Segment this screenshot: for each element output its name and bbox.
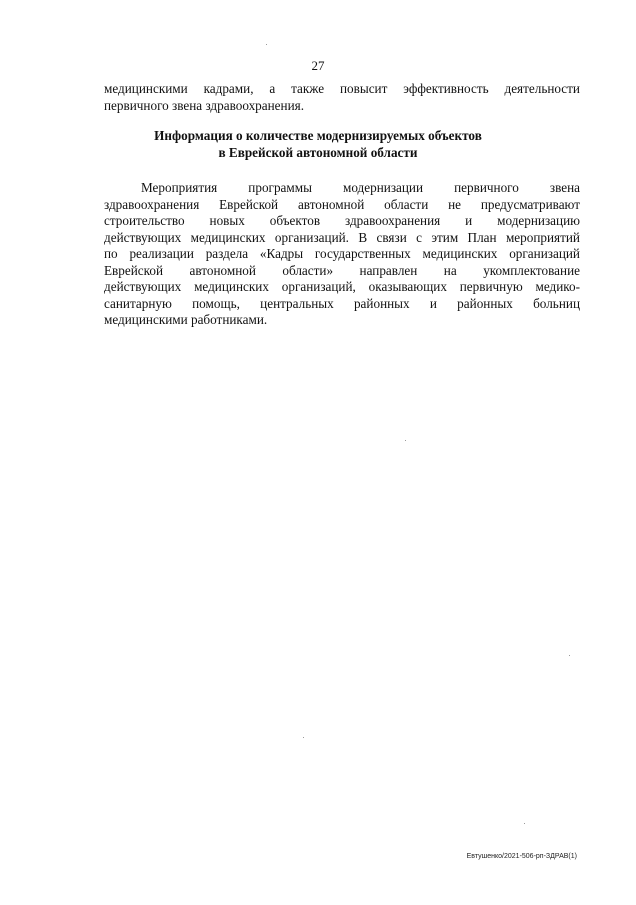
body-line: действующих медицинских организаций. В связи с этим План мероприятий (104, 229, 580, 245)
body-line: санитарную помощь, центральных районных и районных больниц (104, 295, 580, 311)
scan-speck (303, 737, 304, 738)
section-heading-line-1: Информация о количестве модернизируемых объектов (154, 128, 482, 143)
body-line: Еврейской автономной области» направлен на укомплектование (104, 262, 580, 278)
section-heading (0, 127, 636, 161)
scan-speck (266, 44, 267, 45)
section-heading-line-2: в Еврейской автономной области (218, 145, 418, 160)
body-line: медицинскими работниками. (104, 312, 268, 327)
body-line: Мероприятия программы модернизации первичного звена (141, 180, 580, 195)
intro-line: медицинскими кадрами, а также повысит эффективность деятельности (104, 81, 580, 96)
scan-speck (569, 655, 570, 656)
intro-paragraph (104, 81, 580, 114)
body-line: по реализации раздела «Кадры государственных медицинских организаций (104, 246, 580, 261)
scan-speck (405, 440, 406, 441)
body-paragraph (104, 180, 580, 329)
intro-line: первичного звена здравоохранения. (104, 97, 305, 113)
page-number: 27 (311, 58, 325, 73)
scan-speck (524, 823, 525, 824)
footer-document-code: Евтушенко/2021-506-рп-ЗДРАВ(1) (466, 853, 577, 860)
body-line: здравоохранения Еврейской автономной области не предусматривают (104, 196, 580, 212)
body-line: строительство новых объектов здравоохранения и модернизацию (104, 213, 580, 228)
body-line: действующих медицинских организаций, оказывающих первичную медико- (104, 279, 580, 294)
